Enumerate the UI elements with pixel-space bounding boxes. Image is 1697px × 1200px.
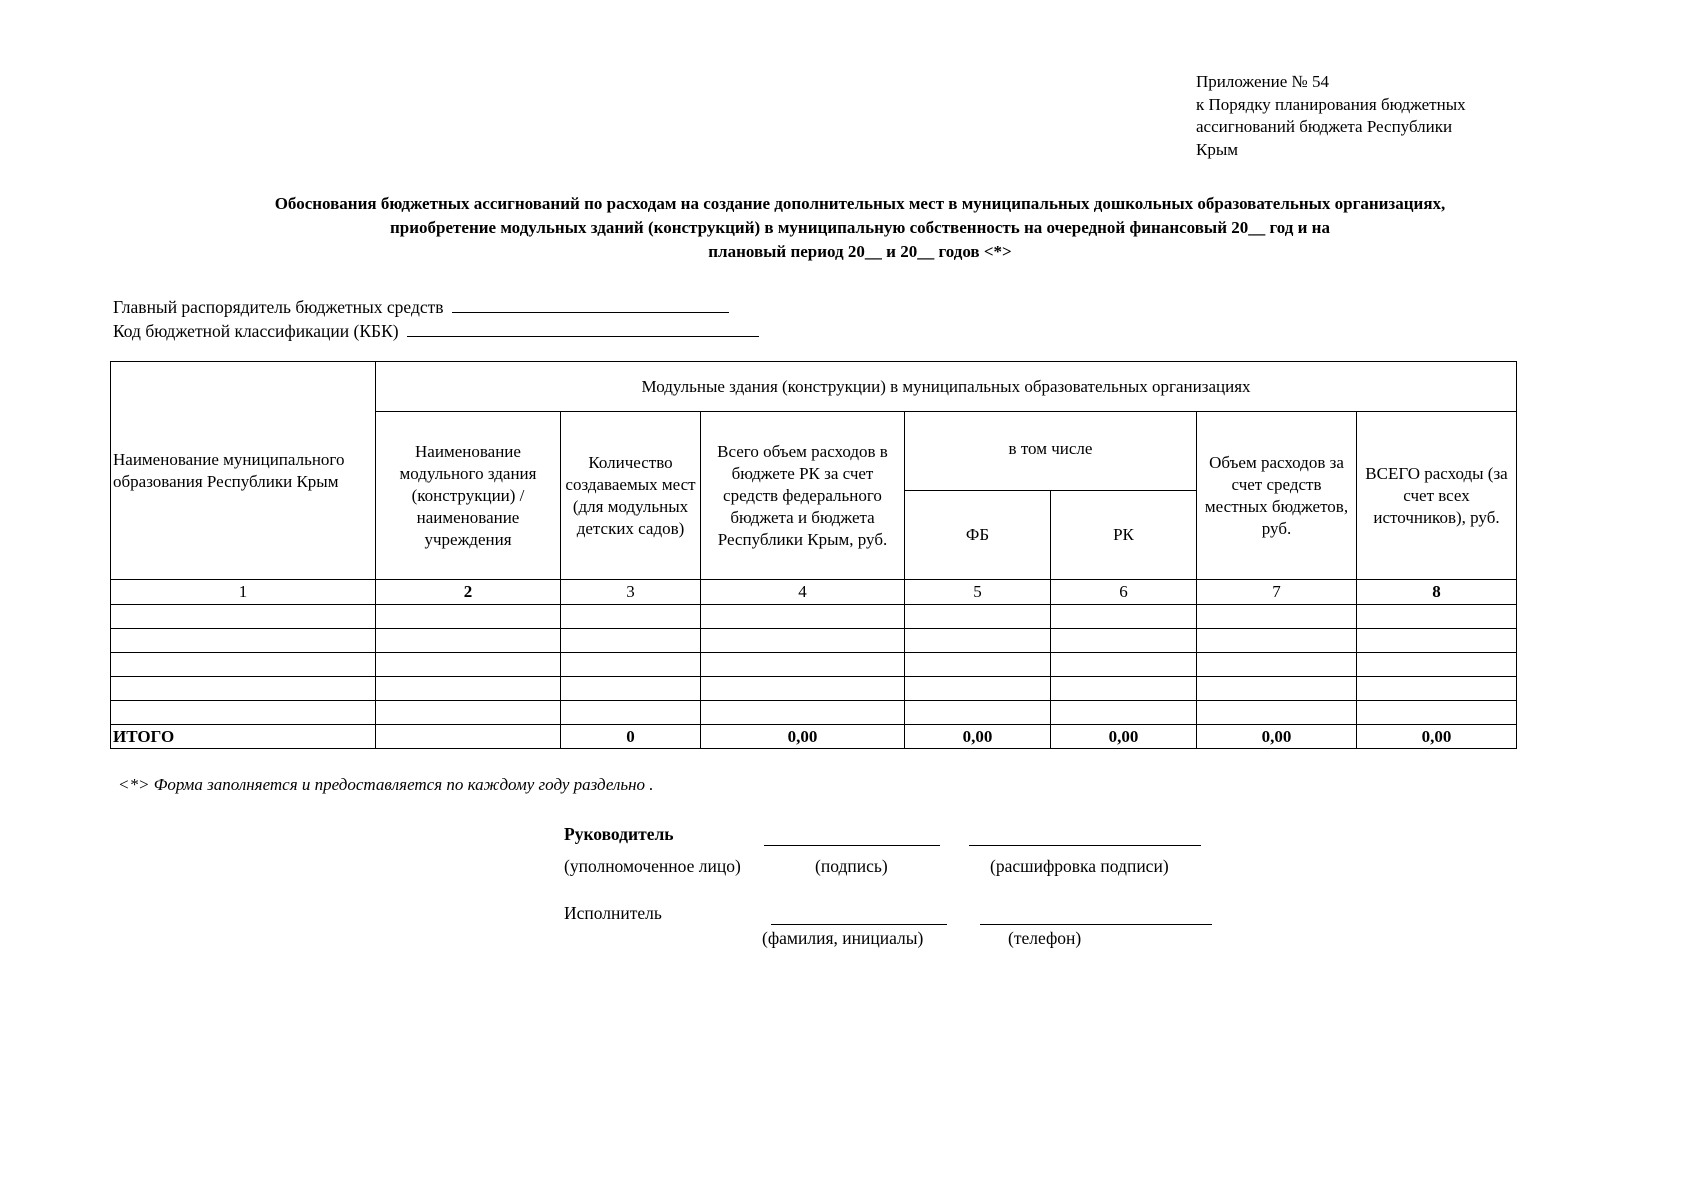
col-fb-header: ФБ	[905, 491, 1051, 580]
phone-caption: (телефон)	[1008, 928, 1082, 948]
kbk-input-line[interactable]	[407, 320, 759, 337]
budget-manager-field	[113, 296, 729, 318]
table-cell[interactable]	[111, 677, 376, 701]
table-cell[interactable]	[111, 629, 376, 653]
col-municipality-header: Наименование муниципального образования Республики Крым	[111, 362, 376, 580]
table-cell[interactable]	[1051, 605, 1197, 629]
table-cell[interactable]	[701, 629, 905, 653]
table-cell[interactable]	[1357, 677, 1517, 701]
total-cell: 0,00	[1357, 725, 1517, 749]
table-row	[111, 605, 1517, 629]
total-cell: 0,00	[701, 725, 905, 749]
table-cell[interactable]	[905, 701, 1051, 725]
table-cell[interactable]	[561, 605, 701, 629]
total-label: ИТОГО	[111, 725, 376, 749]
name-caption: (фамилия, инициалы)	[762, 928, 924, 948]
title-line: Обоснования бюджетных ассигнований по расходам на создание дополнительных мест в муниципальных дошкольных образовательных организациях,	[274, 194, 1446, 213]
title-line: приобретение модульных зданий (конструкций) в муниципальную собственность на очередной финансовый 20__ год и на	[390, 218, 1330, 237]
modular-buildings-group-header: Модульные здания (конструкции) в муниципальных образовательных организациях	[376, 362, 1517, 412]
budget-manager-input-line[interactable]	[452, 296, 729, 313]
total-cell: 0,00	[1051, 725, 1197, 749]
column-number: 1	[111, 580, 376, 605]
column-numbers-row	[111, 580, 1517, 605]
table-cell[interactable]	[1051, 629, 1197, 653]
table-cell[interactable]	[111, 701, 376, 725]
table-cell[interactable]	[1357, 629, 1517, 653]
table-cell[interactable]	[905, 629, 1051, 653]
table-cell[interactable]	[905, 677, 1051, 701]
head-sub-label: (уполномоченное лицо)	[564, 856, 741, 876]
appendix-line: Приложение № 54	[1196, 72, 1329, 91]
total-row	[111, 725, 1517, 749]
table-cell[interactable]	[905, 653, 1051, 677]
table-cell[interactable]	[561, 653, 701, 677]
footnote: <*> Форма заполняется и предоставляется по каждому году раздельно .	[118, 775, 654, 794]
table-row	[111, 629, 1517, 653]
table-cell[interactable]	[701, 605, 905, 629]
table-cell[interactable]	[561, 677, 701, 701]
table-cell[interactable]	[111, 653, 376, 677]
col-total-all-header: ВСЕГО расходы (за счет всех источников), руб.	[1357, 412, 1517, 580]
table-row	[111, 653, 1517, 677]
table-row	[111, 701, 1517, 725]
table-cell[interactable]	[1357, 701, 1517, 725]
table-cell[interactable]	[376, 629, 561, 653]
executor-phone-line[interactable]	[980, 924, 1212, 925]
appendix-line: ассигнований бюджета Республики	[1196, 117, 1453, 136]
column-number: 5	[905, 580, 1051, 605]
table-cell[interactable]	[1357, 605, 1517, 629]
appendix-line: Крым	[1196, 139, 1239, 159]
including-header: в том числе	[905, 412, 1197, 491]
table-cell[interactable]	[561, 701, 701, 725]
budget-manager-label: Главный распорядитель бюджетных средств	[113, 297, 444, 317]
head-label: Руководитель	[564, 824, 674, 844]
total-cell: 0,00	[905, 725, 1051, 749]
table-cell[interactable]	[1051, 653, 1197, 677]
col-building-name-header: Наименование модульного здания (конструкции) / наименование учреждения	[376, 412, 561, 580]
kbk-label: Код бюджетной классификации (КБК)	[113, 321, 399, 341]
table-cell[interactable]	[1197, 677, 1357, 701]
col-total-rk-header: Всего объем расходов в бюджете РК за счет средств федерального бюджета и бюджета Республики Крым, руб.	[701, 412, 905, 580]
column-number: 3	[561, 580, 701, 605]
col-local-budget-header: Объем расходов за счет средств местных бюджетов, руб.	[1197, 412, 1357, 580]
total-cell: 0,00	[1197, 725, 1357, 749]
table-cell[interactable]	[376, 605, 561, 629]
table-cell[interactable]	[1197, 653, 1357, 677]
table-cell[interactable]	[701, 677, 905, 701]
table-cell[interactable]	[376, 653, 561, 677]
table-row	[111, 677, 1517, 701]
table-cell[interactable]	[701, 653, 905, 677]
title-line: плановый период 20__ и 20__ годов <*>	[708, 242, 1012, 261]
budget-table	[110, 361, 1517, 749]
decode-line[interactable]	[969, 845, 1201, 846]
table-cell[interactable]	[905, 605, 1051, 629]
total-cell: 0	[561, 725, 701, 749]
appendix-line: к Порядку планирования бюджетных	[1196, 94, 1466, 114]
col-places-count-header: Количество создаваемых мест (для модульных детских садов)	[561, 412, 701, 580]
column-number: 7	[1197, 580, 1357, 605]
table-header-row	[111, 362, 1517, 412]
table-cell[interactable]	[1051, 677, 1197, 701]
table-cell[interactable]	[1197, 605, 1357, 629]
col-rk-header: РК	[1051, 491, 1197, 580]
table-cell[interactable]	[376, 701, 561, 725]
table-cell[interactable]	[1197, 701, 1357, 725]
column-number: 8	[1357, 580, 1517, 605]
executor-label: Исполнитель	[564, 903, 662, 923]
column-number: 4	[701, 580, 905, 605]
table-cell[interactable]	[376, 677, 561, 701]
appendix-block	[1196, 71, 1466, 161]
signature-line[interactable]	[764, 845, 940, 846]
decode-caption: (расшифровка подписи)	[990, 856, 1169, 876]
kbk-field	[113, 320, 759, 342]
executor-name-line[interactable]	[771, 924, 947, 925]
signature-caption: (подпись)	[815, 856, 888, 876]
column-number: 6	[1051, 580, 1197, 605]
table-cell[interactable]	[1051, 701, 1197, 725]
table-cell[interactable]	[111, 605, 376, 629]
table-cell[interactable]	[701, 701, 905, 725]
table-cell[interactable]	[1197, 629, 1357, 653]
column-number: 2	[376, 580, 561, 605]
table-cell[interactable]	[1357, 653, 1517, 677]
table-cell[interactable]	[561, 629, 701, 653]
total-cell	[376, 725, 561, 749]
document-title	[100, 192, 1620, 264]
